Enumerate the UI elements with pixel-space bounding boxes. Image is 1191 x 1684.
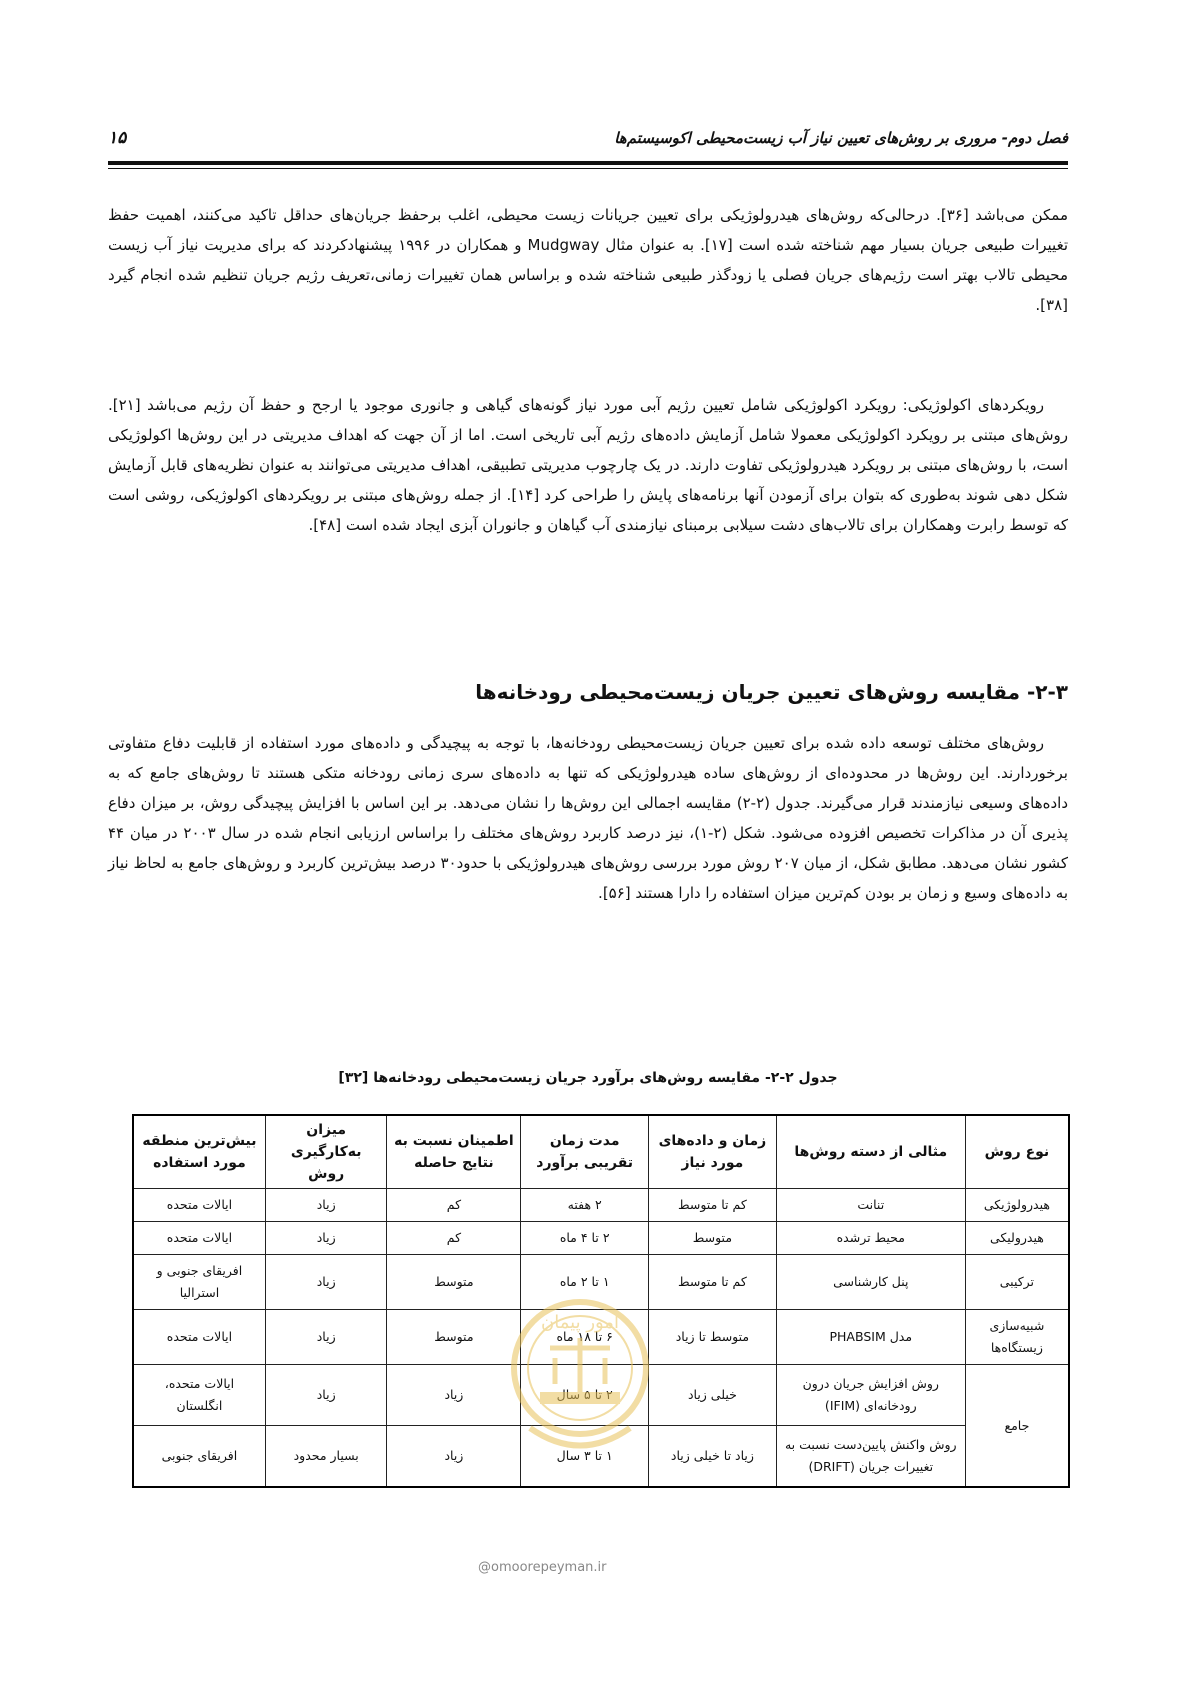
watermark-url: @omoorepeyman.ir xyxy=(478,1560,607,1575)
header-time-data: زمان و داده‌های مورد نیاز xyxy=(649,1115,777,1189)
table-caption: جدول ۲-۲- مقایسه روش‌های برآورد جریان زیست‌محیطی رودخانه‌ها [۳۲] xyxy=(338,1070,838,1086)
cell-time-data: متوسط تا زیاد xyxy=(649,1310,777,1365)
cell-usage: زیاد xyxy=(265,1255,387,1310)
cell-confidence: زیاد xyxy=(387,1426,521,1488)
cell-time-data: کم تا متوسط xyxy=(649,1189,777,1222)
cell-duration: ۲ تا ۴ ماه xyxy=(521,1222,649,1255)
cell-type: ترکیبی xyxy=(965,1255,1069,1310)
paragraph-methods-text: روش‌های مختلف توسعه داده شده برای تعیین جریان زیست‌محیطی رودخانه‌ها، با توجه به پیچیدگی و داده‌های مورد استفاده از قابلیت دفاع متفاوتی برخوردارند. این روش‌ها در محدوده‌ای از روش‌های ساده هیدرولوژیکی که تنها به داده‌های سری زمانی رودخانه متکی هستند تا روش‌های جامع که به داده‌های وسیعی نیازمندند قرار می‌گیرند. جدول (۲-۲) مقایسه اجمالی این روش‌ها را نشان می‌دهد. بر این اساس با افزایش پیچیدگی روش، بر میزان دفاع پذیری آن در مذاکرات تخصیص افزوده می‌شود. شکل (۲-۱)، نیز درصد کاربرد روش‌های مختلف را براساس ارزیابی انجام شده در سال ۲۰۰۳ در میان ۴۴ کشور نشان می‌دهد. مطابق شکل، از میان ۲۰۷ روش مورد بررسی روش‌های هیدرولوژیکی با حدود۳۰ درصد بیش‌ترین کاربرد و روش‌های جامع به لحاظ نیاز به داده‌های وسیع و زمان بر بودن کم‌ترین میزان استفاده را دارا هستند [۵۶]. xyxy=(108,734,1069,902)
cell-time-data: خیلی زیاد xyxy=(649,1365,777,1426)
cell-region: افریقای جنوبی xyxy=(133,1426,265,1488)
cell-time-data: زیاد تا خیلی زیاد xyxy=(649,1426,777,1488)
paragraph-ecological-text: رویکردهای اکولوژیکی: رویکرد اکولوژیکی شامل تعیین رژیم آبی مورد نیاز گونه‌های گیاهی و جانوری موجود یا ارجح و حفظ آن رژیم می‌باشد [۲۱]. روش‌های مبتنی بر رویکرد اکولوژیکی معمولا شامل آزمایش داده‌های رژیم آبی تاریخی است. اما از آن جهت که اهداف مدیریتی در این روش‌ها اکولوژیکی است، با روش‌های مبتنی بر رویکرد هیدرولوژیکی تفاوت دارند. در یک چارچوب مدیریتی تطبیقی، اهداف مدیریتی می‌توانند به عنوان نظریه‌های قابل آزمایش شکل دهی شوند به‌طوری که بتوان برای آزمودن آنها برنامه‌های پایش را طراحی کرد [۱۴]. از جمله روش‌های مبتنی بر رویکردهای اکولوژیکی، روشی است که توسط رابرت وهمکاران برای تالاب‌های دشت سیلابی برمبنای نیازمندی آب گیاهان و جانوران آبزی ایجاد شده است [۴۸]. xyxy=(108,396,1068,534)
watermark-logo xyxy=(500,1288,660,1478)
cell-type: هیدرولوژیکی xyxy=(965,1189,1069,1222)
cell-example: روش افزایش جریان درون رودخانه‌ای (IFIM) xyxy=(776,1365,965,1426)
page-header xyxy=(108,128,1068,148)
cell-duration: ۱ تا ۳ سال xyxy=(521,1426,649,1488)
table-row xyxy=(133,1189,1069,1222)
header-region: بیش‌ترین منطقه مورد استفاده xyxy=(133,1115,265,1189)
cell-type: جامع xyxy=(965,1365,1069,1488)
table-row xyxy=(133,1222,1069,1255)
cell-example: مدل PHABSIM xyxy=(776,1310,965,1365)
watermark-logo-text: امور پیمان xyxy=(541,1312,619,1333)
paragraph-ecological-approaches xyxy=(108,390,1068,540)
cell-type: هیدرولیکی xyxy=(965,1222,1069,1255)
cell-confidence: زیاد xyxy=(387,1365,521,1426)
header-confidence: اطمینان نسبت به نتایج حاصله xyxy=(387,1115,521,1189)
cell-example: محیط ترشده xyxy=(776,1222,965,1255)
cell-confidence: کم xyxy=(387,1222,521,1255)
cell-region: ایالات متحده xyxy=(133,1222,265,1255)
cell-usage: زیاد xyxy=(265,1365,387,1426)
cell-duration: ۱ تا ۲ ماه xyxy=(521,1255,649,1310)
cell-time-data: متوسط xyxy=(649,1222,777,1255)
header-example: مثالی از دسته روش‌ها xyxy=(776,1115,965,1189)
header-rule-thick xyxy=(108,161,1068,165)
cell-usage: بسیار محدود xyxy=(265,1426,387,1488)
section-title: ۲-۳- مقایسه روش‌های تعیین جریان زیست‌محیطی رودخانه‌ها xyxy=(475,680,1068,704)
cell-region: ایالات متحده، انگلستان xyxy=(133,1365,265,1426)
cell-duration: ۲ هفته xyxy=(521,1189,649,1222)
table-header-row xyxy=(133,1115,1069,1189)
chapter-title: فصل دوم- مروری بر روش‌های تعیین نیاز آب زیست‌محیطی اکوسیستم‌ها xyxy=(614,129,1068,147)
cell-region: ایالات متحده xyxy=(133,1310,265,1365)
cell-duration: ۶ تا ۱۸ ماه xyxy=(521,1310,649,1365)
header-usage: میزان به‌کارگیری روش xyxy=(265,1115,387,1189)
cell-example: پنل کارشناسی xyxy=(776,1255,965,1310)
cell-time-data: کم تا متوسط xyxy=(649,1255,777,1310)
page-number: ۱۵ xyxy=(108,128,127,148)
cell-type: شبیه‌سازی زیستگاه‌ها xyxy=(965,1310,1069,1365)
cell-usage: زیاد xyxy=(265,1310,387,1365)
cell-confidence: کم xyxy=(387,1189,521,1222)
cell-confidence: متوسط xyxy=(387,1255,521,1310)
header-duration: مدت زمان تقریبی برآورد xyxy=(521,1115,649,1189)
paragraph-methods-comparison xyxy=(108,728,1068,908)
cell-confidence: متوسط xyxy=(387,1310,521,1365)
cell-usage: زیاد xyxy=(265,1222,387,1255)
header-method-type: نوع روش xyxy=(965,1115,1069,1189)
cell-region: افریقای جنوبی و استرالیا xyxy=(133,1255,265,1310)
cell-example: تنانت xyxy=(776,1189,965,1222)
paragraph-hydrological-continuation: ممکن می‌باشد [۳۶]. درحالی‌که روش‌های هیدرولوژیکی برای تعیین جریانات زیست محیطی، اغلب برحفظ جریان‌های حداقل تاکید می‌کنند، اهمیت حفظ تغییرات طبیعی جریان بسیار مهم شناخته شده است [۱۷]. به عنوان مثال Mudgway و همکاران در ۱۹۹۶ پیشنهادکردند که برای مدیریت نیاز آب زیست محیطی تالاب بهتر است رژیم‌های جریان فصلی یا زودگذر طبیعی شناخته شده و براساس همان تغییرات زمانی،تعریف رژیم جریان تنظیم شده انجام گیرد [۳۸]. xyxy=(108,206,1068,314)
cell-usage: زیاد xyxy=(265,1189,387,1222)
cell-region: ایالات متحده xyxy=(133,1189,265,1222)
header-rule-thin xyxy=(108,168,1068,169)
cell-example: روش واکنش پایین‌دست نسبت به تغییرات جریان (DRIFT) xyxy=(776,1426,965,1488)
